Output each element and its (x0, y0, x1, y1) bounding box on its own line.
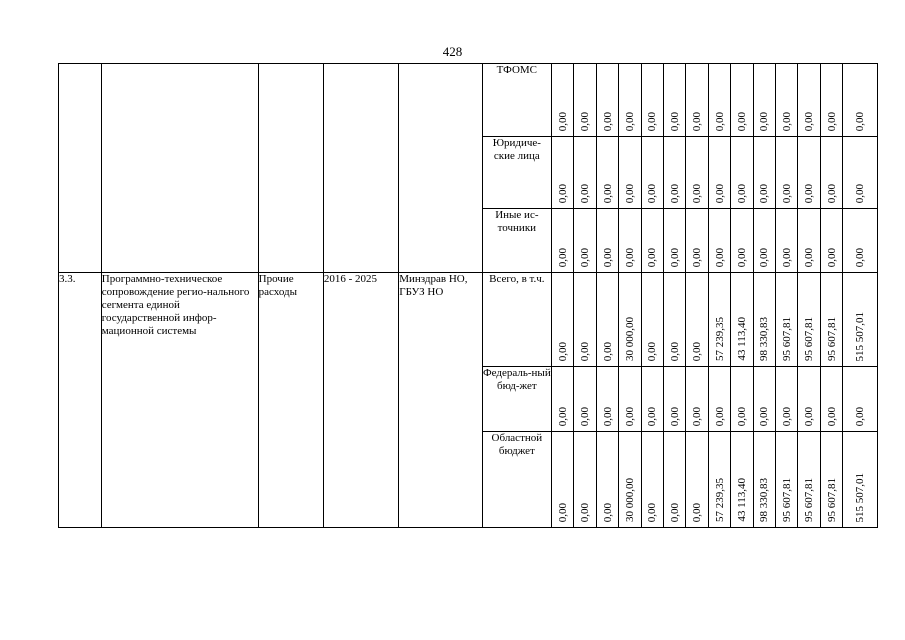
value-cell (820, 209, 842, 273)
value-text: 57 239,35 (713, 317, 726, 361)
value-text: 0,00 (646, 406, 659, 426)
value-cell (731, 432, 753, 528)
value-cell (798, 273, 820, 367)
value-cell (776, 432, 798, 528)
funding-source-label: Федераль-ный бюд-жет (482, 367, 551, 432)
value-cell (641, 64, 663, 137)
value-text: 0,00 (579, 247, 592, 267)
value-cell (596, 209, 618, 273)
value-cell (664, 432, 686, 528)
value-text: 0,00 (623, 406, 636, 426)
value-text: 0,00 (713, 183, 726, 203)
value-text: 0,00 (803, 183, 816, 203)
value-text: 98 330,83 (758, 317, 771, 361)
value-cell (843, 137, 878, 209)
value-text: 95 607,81 (803, 478, 816, 522)
value-cell (776, 64, 798, 137)
value-cell (731, 137, 753, 209)
value-cell (619, 64, 641, 137)
value-cell (731, 209, 753, 273)
value-cell (619, 209, 641, 273)
value-text: 95 607,81 (780, 317, 793, 361)
value-text: 0,00 (735, 111, 748, 131)
value-text: 0,00 (556, 247, 569, 267)
value-text: 0,00 (646, 183, 659, 203)
blank-cell (399, 64, 483, 273)
executor: Минздрав НО, ГБУЗ НО (399, 273, 483, 528)
value-cell (820, 137, 842, 209)
value-cell (664, 209, 686, 273)
value-cell (843, 64, 878, 137)
value-cell (776, 209, 798, 273)
value-text: 0,00 (668, 111, 681, 131)
value-text: 0,00 (601, 502, 614, 522)
page-number: 428 (442, 44, 463, 59)
value-cell (843, 273, 878, 367)
value-cell (664, 137, 686, 209)
value-cell (708, 209, 730, 273)
value-text: 0,00 (556, 341, 569, 361)
value-text: 0,00 (758, 111, 771, 131)
funding-source-label: Областной бюджет (482, 432, 551, 528)
value-cell (574, 209, 596, 273)
value-text: 0,00 (668, 247, 681, 267)
value-text: 0,00 (691, 406, 704, 426)
item-number: 3.3. (59, 273, 102, 528)
value-cell (820, 367, 842, 432)
value-text: 0,00 (854, 247, 867, 267)
value-cell (596, 273, 618, 367)
value-text: 0,00 (579, 341, 592, 361)
value-text: 0,00 (854, 406, 867, 426)
budget-table (58, 63, 878, 528)
value-cell (551, 367, 573, 432)
value-cell (664, 367, 686, 432)
value-text: 0,00 (758, 183, 771, 203)
value-cell (776, 137, 798, 209)
value-text: 0,00 (579, 183, 592, 203)
value-text: 0,00 (668, 502, 681, 522)
value-text: 0,00 (623, 247, 636, 267)
value-cell (574, 273, 596, 367)
blank-cell (258, 64, 323, 273)
value-cell (798, 64, 820, 137)
blank-cell (59, 64, 102, 273)
value-text: 0,00 (601, 247, 614, 267)
value-text: 0,00 (735, 247, 748, 267)
value-cell (753, 367, 775, 432)
blank-cell (323, 64, 398, 273)
funding-row (59, 273, 878, 367)
value-cell (641, 273, 663, 367)
value-text: 0,00 (601, 183, 614, 203)
value-text: 515 507,01 (854, 311, 867, 361)
value-cell (641, 137, 663, 209)
value-text: 95 607,81 (825, 317, 838, 361)
funding-source-label: ТФОМС (482, 64, 551, 137)
value-text: 0,00 (713, 111, 726, 131)
value-text: 57 239,35 (713, 478, 726, 522)
value-text: 43 113,40 (735, 317, 748, 361)
value-cell (776, 273, 798, 367)
value-text: 0,00 (601, 341, 614, 361)
value-cell (619, 273, 641, 367)
value-cell (619, 137, 641, 209)
value-text: 0,00 (556, 183, 569, 203)
funding-row (59, 64, 878, 137)
value-cell (664, 64, 686, 137)
value-cell (708, 137, 730, 209)
value-cell (596, 64, 618, 137)
value-text: 30 000,00 (623, 478, 636, 522)
funding-source-label: Юридиче-ские лица (482, 137, 551, 209)
value-text: 0,00 (691, 502, 704, 522)
value-text: 0,00 (803, 406, 816, 426)
value-cell (753, 209, 775, 273)
period: 2016 - 2025 (323, 273, 398, 528)
value-cell (686, 273, 708, 367)
value-cell (619, 367, 641, 432)
value-cell (820, 273, 842, 367)
value-cell (820, 64, 842, 137)
value-cell (641, 209, 663, 273)
value-cell (798, 432, 820, 528)
value-text: 0,00 (668, 406, 681, 426)
value-text: 0,00 (780, 111, 793, 131)
value-cell (820, 432, 842, 528)
value-text: 43 113,40 (735, 478, 748, 522)
value-text: 0,00 (803, 247, 816, 267)
value-text: 515 507,01 (854, 472, 867, 522)
value-cell (551, 432, 573, 528)
value-text: 0,00 (601, 406, 614, 426)
value-text: 0,00 (691, 111, 704, 131)
value-cell (708, 64, 730, 137)
value-text: 0,00 (668, 183, 681, 203)
value-cell (574, 64, 596, 137)
value-cell (686, 137, 708, 209)
value-text: 0,00 (691, 341, 704, 361)
value-text: 0,00 (780, 406, 793, 426)
value-cell (753, 137, 775, 209)
value-cell (596, 367, 618, 432)
value-text: 0,00 (691, 247, 704, 267)
value-cell (686, 432, 708, 528)
value-cell (574, 367, 596, 432)
value-text: 0,00 (623, 111, 636, 131)
value-text: 0,00 (646, 341, 659, 361)
value-text: 0,00 (780, 183, 793, 203)
value-text: 95 607,81 (825, 478, 838, 522)
value-text: 0,00 (735, 183, 748, 203)
value-text: 0,00 (713, 406, 726, 426)
value-text: 0,00 (556, 406, 569, 426)
value-text: 0,00 (825, 406, 838, 426)
value-cell (843, 209, 878, 273)
value-text: 0,00 (758, 247, 771, 267)
value-text: 0,00 (646, 111, 659, 131)
value-cell (731, 64, 753, 137)
value-text: 0,00 (646, 247, 659, 267)
value-cell (798, 367, 820, 432)
value-text: 0,00 (825, 111, 838, 131)
value-text: 0,00 (556, 111, 569, 131)
value-cell (753, 273, 775, 367)
value-text: 30 000,00 (623, 317, 636, 361)
value-cell (619, 432, 641, 528)
value-text: 0,00 (646, 502, 659, 522)
value-cell (753, 64, 775, 137)
value-cell (798, 209, 820, 273)
value-text: 0,00 (758, 406, 771, 426)
value-cell (708, 273, 730, 367)
value-cell (574, 137, 596, 209)
value-cell (686, 367, 708, 432)
value-cell (686, 64, 708, 137)
value-text: 0,00 (780, 247, 793, 267)
value-cell (551, 273, 573, 367)
blank-cell (101, 64, 258, 273)
value-text: 0,00 (623, 183, 636, 203)
value-cell (686, 209, 708, 273)
value-text: 0,00 (713, 247, 726, 267)
value-text: 0,00 (825, 247, 838, 267)
value-cell (596, 432, 618, 528)
value-text: 0,00 (579, 502, 592, 522)
value-text: 0,00 (601, 111, 614, 131)
value-text: 0,00 (825, 183, 838, 203)
value-text: 95 607,81 (780, 478, 793, 522)
value-cell (776, 367, 798, 432)
value-text: 0,00 (803, 111, 816, 131)
value-text: 95 607,81 (803, 317, 816, 361)
value-cell (843, 367, 878, 432)
value-cell (551, 137, 573, 209)
expense-type: Прочие расходы (258, 273, 323, 528)
value-text: 98 330,83 (758, 478, 771, 522)
value-cell (641, 367, 663, 432)
funding-source-label: Иные ис-точники (482, 209, 551, 273)
value-cell (708, 432, 730, 528)
value-text: 0,00 (556, 502, 569, 522)
value-cell (731, 273, 753, 367)
value-text: 0,00 (579, 111, 592, 131)
value-text: 0,00 (854, 111, 867, 131)
value-cell (596, 137, 618, 209)
value-cell (708, 367, 730, 432)
value-text: 0,00 (579, 406, 592, 426)
value-cell (731, 367, 753, 432)
value-cell (551, 209, 573, 273)
value-cell (798, 137, 820, 209)
value-cell (664, 273, 686, 367)
value-cell (574, 432, 596, 528)
value-text: 0,00 (735, 406, 748, 426)
value-cell (551, 64, 573, 137)
value-text: 0,00 (854, 183, 867, 203)
value-cell (641, 432, 663, 528)
funding-source-label: Всего, в т.ч. (482, 273, 551, 367)
value-text: 0,00 (691, 183, 704, 203)
value-cell (843, 432, 878, 528)
value-text: 0,00 (668, 341, 681, 361)
item-name: Программно-техническое сопровождение регио-нального сегмента единой государственной инфор-мационной системы (101, 273, 258, 528)
value-cell (753, 432, 775, 528)
